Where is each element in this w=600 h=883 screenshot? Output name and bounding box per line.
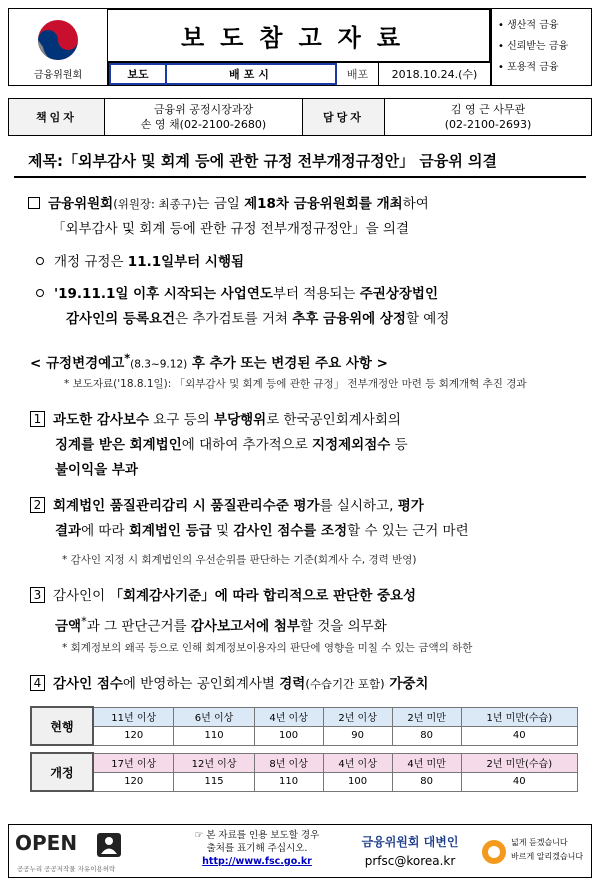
checkbox-bullet-icon [28, 197, 40, 209]
text: 「회계감사기준」에 따라 합리적으로 판단한 중요성 [109, 588, 417, 604]
subject-title: 제목:「외부감사 및 회계 등에 관한 규정 전부개정규정안」 금융위 의결 [28, 152, 498, 170]
item-1 [30, 408, 590, 483]
text: 주권상장법인 [359, 286, 439, 302]
citation-notice [177, 829, 337, 868]
table-cell: 40 [461, 726, 577, 745]
kogl-open-logo [15, 831, 123, 873]
subject-underline [14, 176, 586, 178]
text: 할 것을 의무화 [299, 618, 387, 635]
table-cell: 80 [392, 726, 461, 745]
text: 할 예정 [405, 311, 450, 327]
staff-name: 김 영 근 사무관 [450, 103, 526, 116]
text: 불이익을 부과 [55, 462, 138, 478]
paragraph-effective-date [36, 250, 586, 275]
text: 제18차 금융위원회를 개최 [244, 196, 403, 212]
release-label: 보도 [109, 63, 167, 85]
table-cell: 80 [392, 772, 461, 791]
text: * [124, 352, 131, 365]
open-logo-subtitle: 공공누리 공공저작물 자유이용허락 [17, 865, 116, 873]
table-cell: 2년 미만(수습) [461, 753, 577, 772]
text: 결과 [55, 523, 82, 539]
citation-line: ☞ 본 자료를 인용 보도할 경우 [194, 830, 320, 841]
text: 가중치 [384, 676, 429, 692]
speech-bubble-icon [481, 839, 507, 865]
item-number: 2 [30, 497, 45, 513]
section-title [30, 346, 590, 378]
table-cell: 17년 이상 [93, 753, 174, 772]
table-cell: 2년 미만 [392, 707, 461, 726]
text: 개정 규정은 [54, 254, 128, 270]
table-row [31, 745, 578, 753]
text: (8.3~9.12) [130, 358, 188, 371]
footnote-press-release: * 보도자료('18.8.1일): 「외부감사 및 회계 등에 관한 규정」 전부개정안 마련 등 회계개혁 추진 경과 [64, 378, 527, 390]
text: 지정제외점수 [312, 437, 391, 453]
text: 과 그 판단근거를 [86, 618, 191, 635]
table-cell: 4년 이상 [323, 753, 392, 772]
text: 에 반영하는 공인회계사별 [122, 676, 280, 692]
responsible-value [105, 99, 303, 135]
table-cell: 11년 이상 [93, 707, 174, 726]
table-row [31, 772, 578, 791]
distribution-date: 2018.10.24.(수) [391, 68, 478, 81]
career-weight-table [30, 706, 578, 792]
text: 감사인 점수를 조정 [233, 523, 348, 539]
table-row [31, 707, 578, 726]
fsc-website-link[interactable]: http://www.fsc.go.kr [202, 856, 312, 867]
table-cell: 110 [254, 772, 323, 791]
table-row [31, 726, 578, 745]
press-header [8, 8, 592, 86]
slogan-item: • 신뢰받는 금융 [498, 41, 569, 52]
text: 금액 [55, 618, 82, 635]
staff-label: 담당자 [303, 99, 385, 135]
text: 로 한국공인회계사회의 [266, 412, 401, 428]
distribution-label: 배포 [337, 63, 379, 85]
table-cell: 4년 미만 [392, 753, 461, 772]
responsible-title: 금융위 공정시장과장 [153, 103, 254, 116]
table-cell: 6년 이상 [174, 707, 254, 726]
text: 감사인 점수 [53, 676, 123, 692]
item-3 [30, 584, 590, 640]
text: '19.11.1일 이후 시작되는 사업연도 [54, 286, 273, 302]
responsible-name-phone: 손 영 채(02-2100-2680) [140, 118, 267, 131]
text: 회계법인 품질관리감리 시 품질관리수준 평가 [53, 498, 320, 514]
slogan-list [491, 8, 592, 86]
text: (위원장: 최종구) [113, 197, 197, 211]
text: 11.1일부터 시행됨 [127, 254, 245, 270]
responsible-label: 책임자 [9, 99, 105, 135]
item-number: 4 [30, 675, 45, 691]
release-value: 배포시 [167, 63, 337, 85]
footnote-auditor-designation: * 감사인 지정 시 회계법인의 우선순위를 판단하는 기준(회계사 수, 경력 반영) [62, 554, 417, 566]
table-cell: 100 [323, 772, 392, 791]
table-cell: 8년 이상 [254, 753, 323, 772]
contact-table [8, 98, 592, 136]
slogan-item: • 생산적 금융 [498, 20, 559, 31]
citation-line: 출처를 표기해 주십시오. [206, 843, 308, 854]
staff-phone: (02-2100-2693) [444, 118, 532, 131]
table-cell: 2년 이상 [323, 707, 392, 726]
text: 과도한 감사보수 [53, 412, 149, 428]
text: 등 [390, 437, 408, 453]
text: < 규정변경예고 [30, 355, 125, 372]
license-person-icon [97, 833, 121, 857]
text: 에 대하여 추가적으로 [181, 437, 313, 453]
table-row [31, 753, 578, 772]
org-name: 금융위원회 [33, 70, 83, 81]
item-number: 3 [30, 587, 45, 603]
text: 추후 금융위에 상정 [292, 311, 406, 327]
text: 회계법인 등급 [128, 523, 212, 539]
footnote-materiality: * 회계정보의 왜곡 등으로 인해 회계정보이용자의 판단에 영향을 미칠 수 있는 금액의 하한 [62, 642, 473, 654]
paragraph-main [28, 192, 588, 242]
table-cell: 4년 이상 [254, 707, 323, 726]
open-logo-text: OPEN [15, 831, 78, 855]
text: 「외부감사 및 회계 등에 관한 규정 전부개정규정안」을 의결 [52, 221, 409, 237]
text: 후 추가 또는 변경된 주요 사항 > [187, 355, 388, 372]
table-cell: 40 [461, 772, 577, 791]
taegeuk-logo-icon [35, 17, 81, 63]
text: 하여 [402, 196, 429, 212]
spokesperson-title: 금융위원회 대변인 [361, 835, 459, 849]
document-title: 보도참고자료 [108, 8, 491, 63]
item-number: 1 [30, 411, 45, 427]
table-cell: 100 [254, 726, 323, 745]
spokesperson-info [345, 833, 475, 871]
table-cell: 115 [174, 772, 254, 791]
text: 경력 [279, 676, 306, 692]
table-cell: 120 [93, 726, 174, 745]
motto-line: 넓게 듣겠습니다 [511, 838, 568, 847]
table-cell: 90 [323, 726, 392, 745]
circle-bullet-icon [36, 257, 44, 265]
motto-block [481, 835, 591, 871]
paragraph-auditor-registration [36, 282, 588, 332]
text: (수습기간 포함) [305, 677, 385, 691]
press-footer [8, 824, 592, 878]
item-4 [30, 672, 590, 697]
release-meta-row [108, 63, 491, 86]
row-label-current: 현행 [31, 707, 93, 745]
staff-value [385, 99, 591, 135]
text: 를 실시하고, [319, 498, 398, 514]
text: * [81, 615, 87, 628]
text: 부당행위 [214, 412, 267, 428]
text: 평가 [397, 498, 424, 514]
item-2 [30, 494, 590, 544]
text: 감사인이 [53, 588, 110, 604]
circle-bullet-icon [36, 289, 44, 297]
table-cell: 1년 미만(수습) [461, 707, 577, 726]
text: 및 [211, 523, 234, 539]
text: 에 따라 [81, 523, 129, 539]
table-cell: 110 [174, 726, 254, 745]
row-label-revised: 개정 [31, 753, 93, 791]
text: 할 수 있는 근거 마련 [347, 523, 469, 539]
text: 은 추가검토를 거쳐 [175, 311, 293, 327]
text: 부터 적용되는 [272, 286, 360, 302]
table-cell: 12년 이상 [174, 753, 254, 772]
motto-line: 바르게 알리겠습니다 [511, 852, 584, 861]
table-cell: 120 [93, 772, 174, 791]
slogan-item: • 포용적 금융 [498, 62, 559, 73]
text: 감사보고서에 첨부 [190, 618, 300, 635]
text: 징계를 받은 회계법인 [55, 437, 182, 453]
spokesperson-email[interactable]: prfsc@korea.kr [364, 854, 456, 868]
text: 감사인의 등록요건 [66, 311, 176, 327]
government-logo-box [8, 8, 108, 86]
text: 는 금일 [196, 196, 245, 212]
text: 요구 등의 [149, 412, 215, 428]
text: 금융위원회 [48, 196, 114, 212]
